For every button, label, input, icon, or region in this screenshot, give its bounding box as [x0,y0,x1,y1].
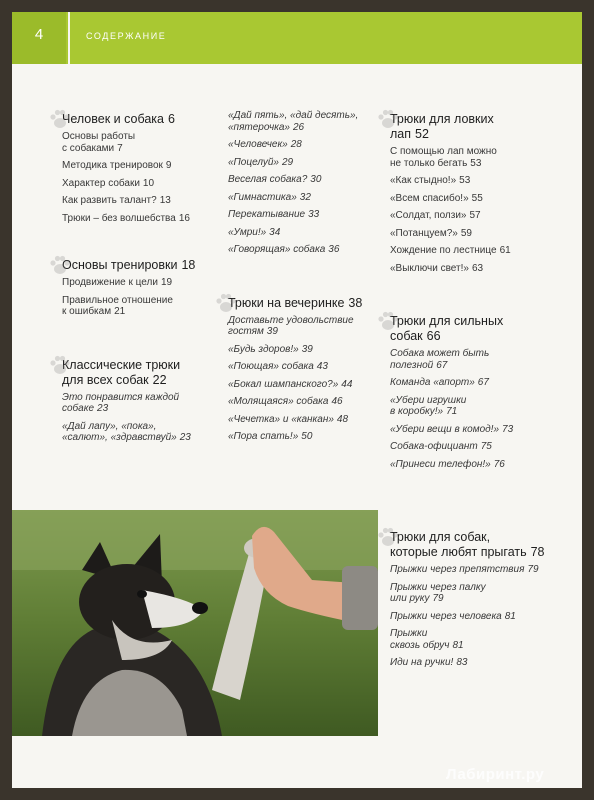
toc-section [62,258,212,318]
page-title: СОДЕРЖАНИЕ [86,31,167,41]
toc-entry-page-number: 79 [432,593,444,604]
section-title [390,530,570,560]
toc-entry-page-number: 67 [477,377,489,388]
toc-entry-text: С помощью лап можно [390,146,497,157]
toc-entry-text: собаке [62,403,95,414]
toc-entry-text: Правильное отношение [62,294,173,306]
section-title [62,358,212,388]
toc-entry[interactable] [390,228,570,240]
toc-entry[interactable] [390,628,570,651]
toc-entry[interactable] [228,414,390,426]
toc-entry[interactable] [390,210,570,222]
toc-entry[interactable] [228,157,390,169]
toc-entry[interactable] [390,193,570,205]
toc-entry-text: полезной [390,359,434,371]
toc-entry[interactable] [228,344,390,356]
toc-entry-page-number: 28 [290,139,302,150]
section-title-text: Трюки для собак, [390,530,491,544]
section-title-text: Основы тренировки [62,258,178,272]
toc-entry-text: Прыжки через человека [390,610,502,622]
toc-entry-page-number: 39 [266,326,278,337]
toc-entry-text: или руку [390,593,430,604]
toc-entry[interactable] [390,582,570,605]
toc-entry[interactable] [390,459,570,471]
toc-entry[interactable] [228,174,390,186]
dog-high-five-photo [12,510,378,736]
toc-entry-text: Прыжки [390,628,428,639]
toc-entry[interactable] [62,195,212,207]
toc-entry-page-number: 71 [446,406,458,417]
toc-entry-page-number: 48 [336,413,349,425]
section-title-text: Человек и собака [62,112,164,126]
toc-section [390,112,570,274]
toc-entry[interactable] [62,131,212,154]
toc-section [228,110,390,256]
section-title [62,112,212,127]
toc-entry[interactable] [228,139,390,151]
toc-entry-page-number: 10 [142,177,155,189]
paw-print-icon [214,291,238,315]
toc-entry-page-number: 50 [301,431,313,442]
section-title [62,258,212,273]
section-page-number: 18 [181,258,196,272]
toc-entry-text: «Принеси телефон!» [390,458,491,470]
toc-entry-text: «Всем спасибо!» [390,192,469,204]
toc-entry-page-number: 53 [470,157,482,169]
toc-entry-page-number: 32 [299,191,311,203]
toc-entry-text: «Дай пять», «дай десять», [228,110,359,121]
paw-print-icon [376,525,400,549]
toc-entry[interactable] [390,424,570,436]
toc-entry-text: «Чечетка» и «канкан» [228,413,334,425]
toc-entry-page-number: 63 [471,262,484,274]
section-page-number: 22 [152,372,167,387]
toc-entry-page-number: 83 [456,657,468,668]
toc-entry-text: «Человечек» [228,139,288,150]
section-title [228,296,390,311]
toc-entry-page-number: 16 [178,212,190,224]
section-page-number: 6 [167,112,175,126]
toc-entry-text: «Потанцуем?» [390,227,458,239]
toc-entry-page-number: 67 [436,359,448,371]
toc-entry-page-number: 55 [471,192,483,204]
toc-section [62,112,212,224]
toc-entry-page-number: 13 [159,195,171,206]
toc-entry-text: в коробку!» [390,406,444,417]
toc-entry-page-number: 39 [301,343,313,355]
toc-entry-text: Продвижение к цели [62,277,158,288]
book-page [12,12,582,788]
toc-entry-text: к ошибкам [62,306,112,317]
toc-entry-text: гостям [228,326,264,337]
header-bar [12,12,582,64]
toc-entry-text: «салют», «здравствуй» [62,432,177,443]
toc-entry-text: Характер собаки [62,177,140,189]
toc-entry-text: «Солдат, ползи» [390,210,467,221]
toc-entry-page-number: 30 [310,174,322,185]
section-title [390,314,570,344]
toc-entry-page-number: 75 [480,441,492,452]
toc-entry-page-number: 33 [308,209,320,220]
toc-entry-text: Трюки – без волшебства [62,212,176,224]
toc-entry-text: не только бегать [390,157,468,169]
toc-entry-text: Прыжки через препятствия [390,564,525,575]
header-divider [68,12,70,64]
toc-entry-page-number: 23 [179,432,191,443]
toc-entry-page-number: 44 [341,378,353,390]
toc-entry-page-number: 7 [117,142,123,154]
section-title-text: Трюки для ловких [390,112,494,126]
paw-print-icon [48,107,72,131]
toc-entry-page-number: 23 [97,403,109,414]
toc-entry[interactable] [390,395,570,418]
toc-entry[interactable] [228,396,390,408]
section-title-text: которые любят прыгать [390,545,527,559]
toc-entry[interactable] [228,244,390,256]
toc-section [228,296,390,443]
toc-entry-text: «Поцелуй» [228,156,279,168]
toc-entry-page-number: 81 [504,610,516,622]
section-title-text: собак [390,329,423,343]
toc-entry-text: Команда «апорт» [390,377,475,388]
toc-entry[interactable] [62,421,212,444]
section-title-text: для всех собак [62,372,149,387]
toc-entry-text: «Убери вещи в комод!» [390,423,500,435]
toc-entry-page-number: 73 [502,423,514,435]
toc-entry-text: Перекатывание [228,209,306,220]
toc-entry-page-number: 46 [331,396,343,407]
toc-entry[interactable] [228,379,390,391]
toc-entry-page-number: 26 [293,121,305,133]
section-title-text: Трюки на вечеринке [228,295,345,310]
toc-entry-page-number: 34 [269,226,281,238]
toc-column-2 [228,110,390,449]
toc-entry[interactable] [228,209,390,221]
toc-entry-text: «пятерочка» [228,121,290,133]
section-page-number: 78 [530,545,545,559]
toc-entry-page-number: 57 [469,210,481,221]
watermark-logo: Лабиринт.ру [446,766,545,783]
section-title-text: Классические трюки [62,357,181,372]
toc-entry[interactable] [62,392,212,415]
toc-entry-text: «Умри!» [228,226,267,238]
toc-section [62,358,212,444]
toc-entry-page-number: 59 [460,227,472,239]
toc-entry-page-number: 81 [452,639,464,651]
toc-entry-text: Как развить талант? [62,195,157,206]
toc-entry-text: Доставьте удовольствие [228,314,354,326]
toc-entry-text: с собаками [62,142,115,154]
section-page-number: 52 [415,127,429,141]
section-title-text: Трюки для сильных [390,314,504,328]
toc-entry-page-number: 21 [114,306,126,317]
toc-entry-text: «Бокал шампанского?» [228,378,339,390]
toc-entry[interactable] [390,263,570,275]
toc-entry[interactable] [390,377,570,389]
toc-entry-text: Собака может быть [390,348,490,359]
toc-entry[interactable] [62,213,212,225]
toc-entry-text: Иди на ручки! [390,657,454,668]
toc-entry[interactable] [62,160,212,172]
section-page-number: 38 [348,295,363,310]
paw-print-icon [376,309,400,333]
toc-entry-text: Веселая собака? [228,174,308,185]
toc-entry-text: Прыжки через палку [390,581,486,593]
toc-entry-page-number: 43 [316,361,328,372]
section-title [390,112,570,142]
toc-entry[interactable] [390,348,570,371]
toc-entry-text: Методика тренировок [62,160,163,171]
toc-entry-text: Хождение по лестнице [390,245,497,256]
toc-entry[interactable] [390,245,570,257]
toc-entry[interactable] [228,227,390,239]
toc-entry-text: «Поющая» собака [228,361,314,372]
paw-print-icon [376,107,400,131]
toc-entry-text: Основы работы [62,131,136,142]
toc-section [390,314,570,470]
toc-section [390,530,570,669]
toc-entry-text: «Дай лапу», «пока», [62,420,157,432]
toc-entry-text: «Выключи свет!» [390,262,469,274]
toc-entry-page-number: 19 [160,277,173,288]
section-page-number: 66 [426,329,441,343]
toc-entry-text: «Гимнастика» [228,191,297,203]
toc-entry[interactable] [390,146,570,169]
toc-entry-text: «Как стыдно!» [390,175,457,186]
toc-entry[interactable] [62,295,212,318]
toc-entry-text: «Молящаяся» собака [228,396,329,407]
toc-entry-page-number: 61 [499,245,511,256]
toc-entry-text: сквозь обруч [390,639,450,651]
toc-entry[interactable] [390,564,570,576]
toc-column-1 [62,112,212,450]
toc-entry[interactable] [62,277,212,289]
toc-entry-text: «Будь здоров!» [228,343,299,355]
toc-entry[interactable] [62,178,212,190]
toc-entry-text: «Говорящая» собака [228,244,326,255]
toc-entry-page-number: 53 [459,175,471,186]
toc-entry-page-number: 76 [493,458,505,470]
toc-entry[interactable] [228,192,390,204]
toc-entry[interactable] [390,441,570,453]
toc-entry-text: «Пора спать!» [228,431,299,442]
toc-column-3 [390,112,570,675]
toc-entry-text: Собака-официант [390,441,478,452]
toc-entry[interactable] [390,611,570,623]
toc-entry-page-number: 29 [281,156,294,168]
paw-print-icon [48,353,72,377]
toc-entry-page-number: 9 [165,160,172,171]
page-number: 4 [12,12,66,64]
section-title-text: лап [390,127,412,141]
toc-entry[interactable] [228,431,390,443]
toc-entry[interactable] [228,110,390,133]
toc-entry[interactable] [390,175,570,187]
toc-entry[interactable] [228,361,390,373]
toc-entry-page-number: 79 [527,564,539,575]
toc-entry[interactable] [390,657,570,669]
toc-entry-text: Это понравится каждой [62,391,180,403]
toc-entry-text: «Убери игрушки [390,394,467,406]
toc-entry-page-number: 36 [328,244,340,255]
toc-entry[interactable] [228,315,390,338]
paw-print-icon [48,253,72,277]
